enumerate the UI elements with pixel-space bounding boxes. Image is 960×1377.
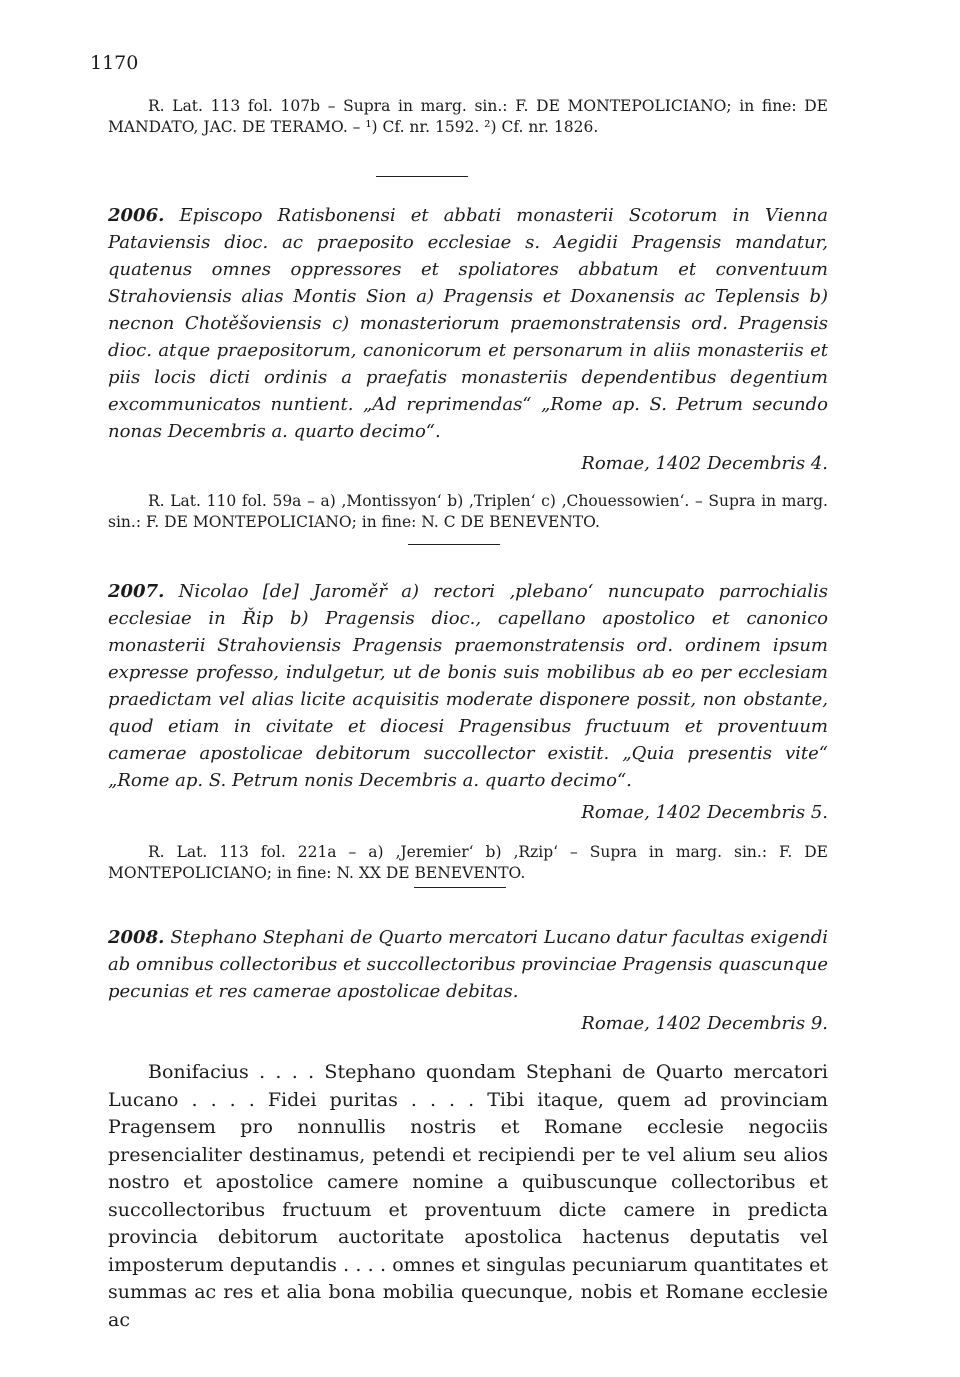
separator-rule-1 bbox=[376, 176, 468, 177]
regest-text: Nicolao [de] Jaroměř a) rectori ‚plebano‘ nuncupato parrochialis ecclesiae in Řip b) Pragensis dioc., capellano apostolico et canonico monasterii Strahoviensis Pragensis praemonstratensis ord. ordinem ipsum expresse professo, indulgetur, ut de bonis suis mobilibus ab eo per ecclesiam praedictam vel alias licite acquisitis moderate disponere possit, non obstante, quod etiam in civitate et diocesi Pragensibus fructuum et proventuum camerae apostolicae debitorum succollector existit. „Quia presentis vite“ „Rome ap. S. Petrum nonis Decembris a. quarto decimo“. bbox=[108, 581, 828, 791]
entry-footnote bbox=[108, 491, 828, 533]
top-footnote bbox=[108, 96, 828, 138]
entry-2008 bbox=[108, 924, 828, 1334]
regest-text: Episcopo Ratisbonensi et abbati monasterii Scotorum in Vienna Pataviensis dioc. ac praeposito ecclesiae s. Aegidii Pragensis mandatur, quatenus omnes oppressores et spoliatores abbatum et conventuum Strahoviensis alias Montis Sion a) Pragensis et Doxanensis ac Teplensis b) necnon Chotěšoviensis c) monasteriorum praemonstratensis ord. Pragensis dioc. atque praepositorum, canonicorum et personarum in aliis monasteriis et piis locis dicti ordinis a praefatis monasteriis dependentibus degentium excommunicatos nuntient. „Ad reprimendas“ „Rome ap. S. Petrum secundo nonas Decembris a. quarto decimo“. bbox=[108, 205, 828, 442]
entry-regest bbox=[108, 202, 828, 445]
top-footnote-text: R. Lat. 113 fol. 107b – Supra in marg. sin.: F. DE MONTEPOLICIANO; in fine: DE MANDATO, JAC. DE TERAMO. – ¹) Cf. nr. 1592. ²) Cf. nr. 1826. bbox=[108, 97, 828, 136]
entry-2006 bbox=[108, 202, 828, 533]
entry-regest bbox=[108, 578, 828, 794]
entry-footnote-text: R. Lat. 110 fol. 59a – a) ‚Montissyon‘ b) ‚Triplen‘ c) ‚Chouessowien‘. – Supra in marg. sin.: F. DE MONTEPOLICIANO; in fine: N. C DE BENEVENTO. bbox=[108, 492, 828, 531]
separator-rule-3 bbox=[414, 887, 506, 888]
entry-footnote-text: R. Lat. 113 fol. 221a – a) ‚Jeremier‘ b) ‚Rzip‘ – Supra in marg. sin.: F. DE MONTEPOLICIANO; in fine: N. XX DE BENEVENTO. bbox=[108, 843, 828, 882]
entry-number: 2007. bbox=[108, 581, 165, 602]
entry-number: 2006. bbox=[108, 205, 165, 226]
entry-number: 2008. bbox=[108, 927, 165, 948]
entry-footnote bbox=[108, 842, 828, 884]
entry-date: Romae, 1402 Decembris 4. bbox=[581, 453, 828, 474]
regest-text: Stephano Stephani de Quarto mercatori Lucano datur facultas exigendi ab omnibus collectoribus et succollectoribus provinciae Pragensis quascunque pecunias et res camerae apostolicae debitas. bbox=[108, 927, 828, 1002]
entry-date: Romae, 1402 Decembris 9. bbox=[581, 1013, 828, 1034]
entry-regest bbox=[108, 924, 828, 1005]
page-number: 1170 bbox=[90, 52, 139, 74]
entry-date: Romae, 1402 Decembris 5. bbox=[581, 802, 828, 823]
entry-body-text: Bonifacius . . . . Stephano quondam Stephani de Quarto mercatori Lucano . . . . Fidei puritas . . . . Tibi itaque, quem ad provinciam Pragensem pro nonnullis nostris et Romane ecclesie negociis presencialiter destinamus, petendi et recipiendi per te vel alium seu alios nostro et apostolice camere nomine a quibuscunque collectoribus et succollectoribus fructuum et proventuum dicte camere in predicta provincia debitorum auctoritate apostolica hactenus deputatis vel imposterum deputandis . . . . omnes et singulas pecuniarum quantitates et summas ac res et alia bona mobilia quecunque, nobis et Romane ecclesie ac bbox=[108, 1061, 828, 1331]
entry-body bbox=[108, 1059, 828, 1334]
entry-2007 bbox=[108, 578, 828, 884]
separator-rule-2 bbox=[408, 544, 500, 545]
